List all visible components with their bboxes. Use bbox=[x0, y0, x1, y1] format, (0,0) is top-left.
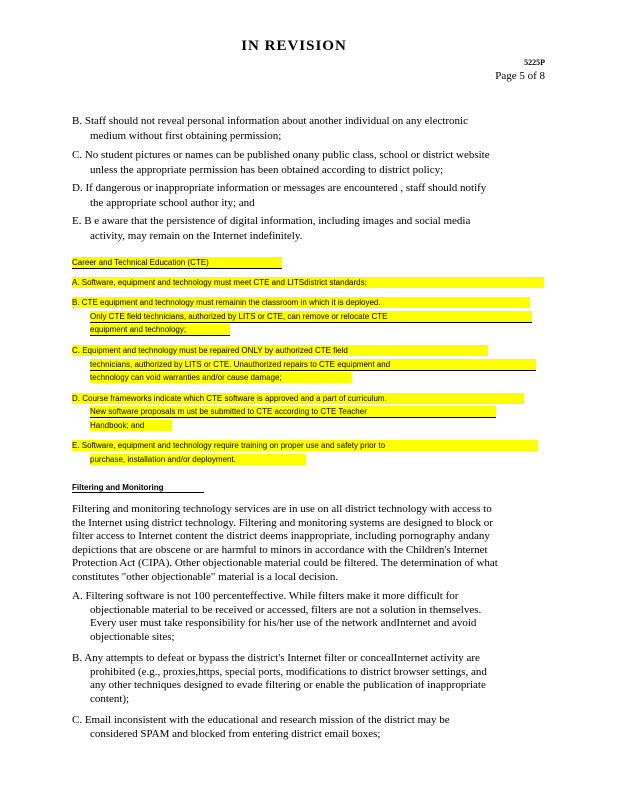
list-item: D. If dangerous or inappropriate information or messages are encountered , staff should notify the appropriate school author ity; and bbox=[72, 182, 487, 209]
filtering-paragraph: Filtering and monitoring technology services are in use on all district technology with access to the Internet using district technology. Filtering and monitoring systems are designed to block or filter access to Internet content the district deems inappropriate, including pornography andany depictions that are obscene or are harmful to minors in accordance with the Children's Internet Protection Act (CIPA). Other objectionable material could be filtered. The determination of what constitutes "other objectionable" material is a local decision. bbox=[72, 503, 498, 583]
cte-line: technology can void warranties and/or cause damage; bbox=[90, 372, 352, 383]
cte-line: A. Software, equipment and technology must meet CTE and LITSdistrict standards; bbox=[72, 277, 544, 288]
list-item: B. Staff should not reveal personal information about another individual on any electronic medium without first obtaining permission; bbox=[72, 115, 468, 142]
page-title: IN REVISION bbox=[241, 38, 347, 54]
cte-line: Handbook; and bbox=[90, 420, 172, 431]
list-item: C. No student pictures or names can be published onany public class, school or district website unless the appropriate permission has been obtained according to district policy; bbox=[72, 149, 490, 176]
cte-line: New software proposals m ust be submitted to CTE according to CTE Teacher bbox=[90, 406, 496, 418]
list-item: B. Any attempts to defeat or bypass the district's Internet filter or concealInternet activity are prohibited (e.g., proxies,https, special ports, modifications to district browser settings, and any other techniques designed to evade filtering or enable the publication of inappropriate content); bbox=[72, 652, 487, 705]
cte-line: technicians, authorized by LITS or CTE. Unauthorized repairs to CTE equipment and bbox=[90, 359, 536, 371]
cte-line: E. Software, equipment and technology require training on proper use and safety prior to bbox=[72, 440, 538, 451]
cte-line: D. Course frameworks indicate which CTE software is approved and a part of curriculum. bbox=[72, 393, 524, 404]
cte-line: purchase, installation and/or deployment. bbox=[90, 454, 306, 465]
list-item: C. Email inconsistent with the educational and research mission of the district may be considered SPAM and blocked from entering district email boxes; bbox=[72, 714, 450, 740]
cte-line: equipment and technology; bbox=[90, 324, 230, 336]
list-item: A. Filtering software is not 100 percenteffective. While filters make it more difficult for objectionable material to be received or accessed, filters are not a solution in themselves. Every user must take responsibility for his/her use of the network andInternet and avoid objectionable sites; bbox=[72, 590, 482, 643]
filtering-heading: Filtering and Monitoring bbox=[72, 483, 204, 493]
cte-line: C. Equipment and technology must be repaired ONLY by authorized CTE field bbox=[72, 345, 488, 356]
cte-line: Only CTE field technicians, authorized by LITS or CTE, can remove or relocate CTE bbox=[90, 311, 532, 323]
cte-heading: Career and Technical Education (CTE) bbox=[72, 257, 282, 269]
list-item: E. B e aware that the persistence of digital information, including images and social media activity, may remain on the Internet indefinitely. bbox=[72, 215, 471, 242]
policy-code: 5225P bbox=[524, 58, 545, 67]
cte-line: B. CTE equipment and technology must remainin the classroom in which it is deployed. bbox=[72, 297, 530, 308]
page-number: Page 5 of 8 bbox=[495, 70, 545, 82]
